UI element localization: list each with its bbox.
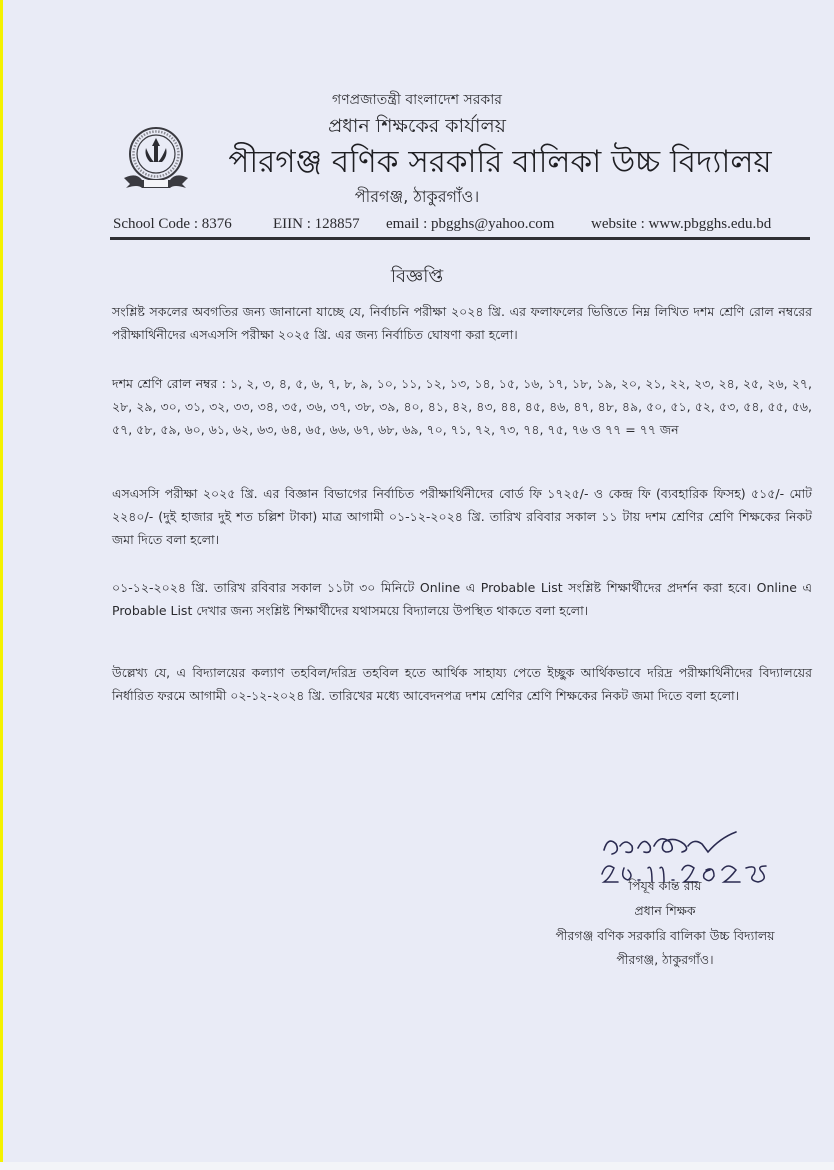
notice-title: বিজ্ঞপ্তি: [390, 266, 444, 287]
website[interactable]: website : www.pbgghs.edu.bd: [591, 216, 772, 232]
header-divider: [110, 237, 810, 240]
email[interactable]: email : pbgghs@yahoo.com: [386, 216, 555, 232]
notice-paragraph-intro: সংশ্লিষ্ট সকলের অবগতির জন্য জানানো যাচ্ছে যে, নির্বাচনি পরীক্ষা ২০২৪ খ্রি. এর ফলাফলের ভিত্তিতে নিম্ন লিখিত দশম শ্রেণি রোল নম্বরের পরীক্ষার্থিনীদের এসএসসি পরীক্ষা ২০২৫ খ্রি. এর জন্য নির্বাচিত ঘোষণা করা হলো।: [112, 304, 812, 342]
government-line: গণপ্রজাতন্ত্রী বাংলাদেশ সরকার: [332, 92, 502, 108]
signatory-institution: পীরগঞ্জ বণিক সরকারি বালিকা উচ্চ বিদ্যালয়: [555, 928, 775, 943]
scan-edge-strip: [0, 0, 3, 1170]
signatory-name: পিযূষ কান্ত রায়: [628, 878, 702, 893]
school-address: পীরগঞ্জ, ঠাকুরগাঁও।: [354, 187, 480, 206]
signatory-location: পীরগঞ্জ, ঠাকুরগাঁও।: [616, 952, 714, 967]
school-name: পীরগঞ্জ বণিক সরকারি বালিকা উচ্চ বিদ্যালয়: [228, 144, 772, 180]
notice-paragraph-probable-list: ০১-১২-২০২৪ খ্রি. তারিখ রবিবার সকাল ১১টা ৩০ মিনিটে Online এ Probable List সংশ্লিষ্ট শিক্ষার্থীদের প্রদর্শন করা হবে। Online এ Probable List দেখার জন্য সংশ্লিষ্ট শিক্ষার্থীদের যথাসময়ে বিদ্যালয়ে উপস্থিত থাকতে বলা হলো।: [112, 580, 812, 618]
notice-paragraph-welfare-fund: উল্লেখ্য যে, এ বিদ্যালয়ের কল্যাণ তহবিল/দরিদ্র তহবিল হতে আর্থিক সাহায্য পেতে ইচ্ছুক আর্থিকভাবে দরিদ্র পরীক্ষার্থিনীদের বিদ্যালয়ের নির্ধারিত ফরমে আগামী ০২-১২-২০২৪ খ্রি. তারিখের মধ্যে আবেদনপত্র দশম শ্রেণির শ্রেণি শিক্ষকের নিকট জমা দিতে বলা হলো।: [112, 665, 812, 703]
notice-paragraph-fees: এসএসসি পরীক্ষা ২০২৫ খ্রি. এর বিজ্ঞান বিভাগের নির্বাচিত পরীক্ষার্থিনীদের বোর্ড ফি ১৭২৫/- ও কেন্দ্র ফি (ব্যবহারিক ফিসহ) ৫১৫/- মোট ২২৪০/- (দুই হাজার দুই শত চল্লিশ টাকা) মাত্র আগামী ০১-১২-২০২৪ খ্রি. তারিখ রবিবার সকাল ১১ টায় দশম শ্রেণির শ্রেণি শিক্ষকের নিকট জমা দিতে বলা হলো।: [112, 486, 812, 547]
signatory-designation: প্রধান শিক্ষক: [634, 903, 696, 918]
eiin: EIIN : 128857: [273, 216, 360, 232]
office-line: প্রধান শিক্ষকের কার্যালয়: [328, 115, 506, 137]
notice-paragraph-roll-numbers: দশম শ্রেণি রোল নম্বর : ১, ২, ৩, ৪, ৫, ৬, ৭, ৮, ৯, ১০, ১১, ১২, ১৩, ১৪, ১৫, ১৬, ১৭, ১৮, ১৯, ২০, ২১, ২২, ২৩, ২৪, ২৫, ২৬, ২৭, ২৮, ২৯, ৩০, ৩১, ৩২, ৩৩, ৩৪, ৩৫, ৩৬, ৩৭, ৩৮, ৩৯, ৪০, ৪১, ৪২, ৪৩, ৪৪, ৪৫, ৪৬, ৪৭, ৪৮, ৪৯, ৫০, ৫১, ৫২, ৫৩, ৫৪, ৫৫, ৫৬, ৫৭, ৫৮, ৫৯, ৬০, ৬১, ৬২, ৬৩, ৬৪, ৬৫, ৬৬, ৬৭, ৬৮, ৬৯, ৭০, ৭১, ৭২, ৭৩, ৭৪, ৭৫, ৭৬ ও ৭৭ = ৭৭ জন: [112, 376, 812, 437]
scan-bottom-strip: [0, 1162, 834, 1170]
school-code: School Code : 8376: [113, 216, 232, 232]
